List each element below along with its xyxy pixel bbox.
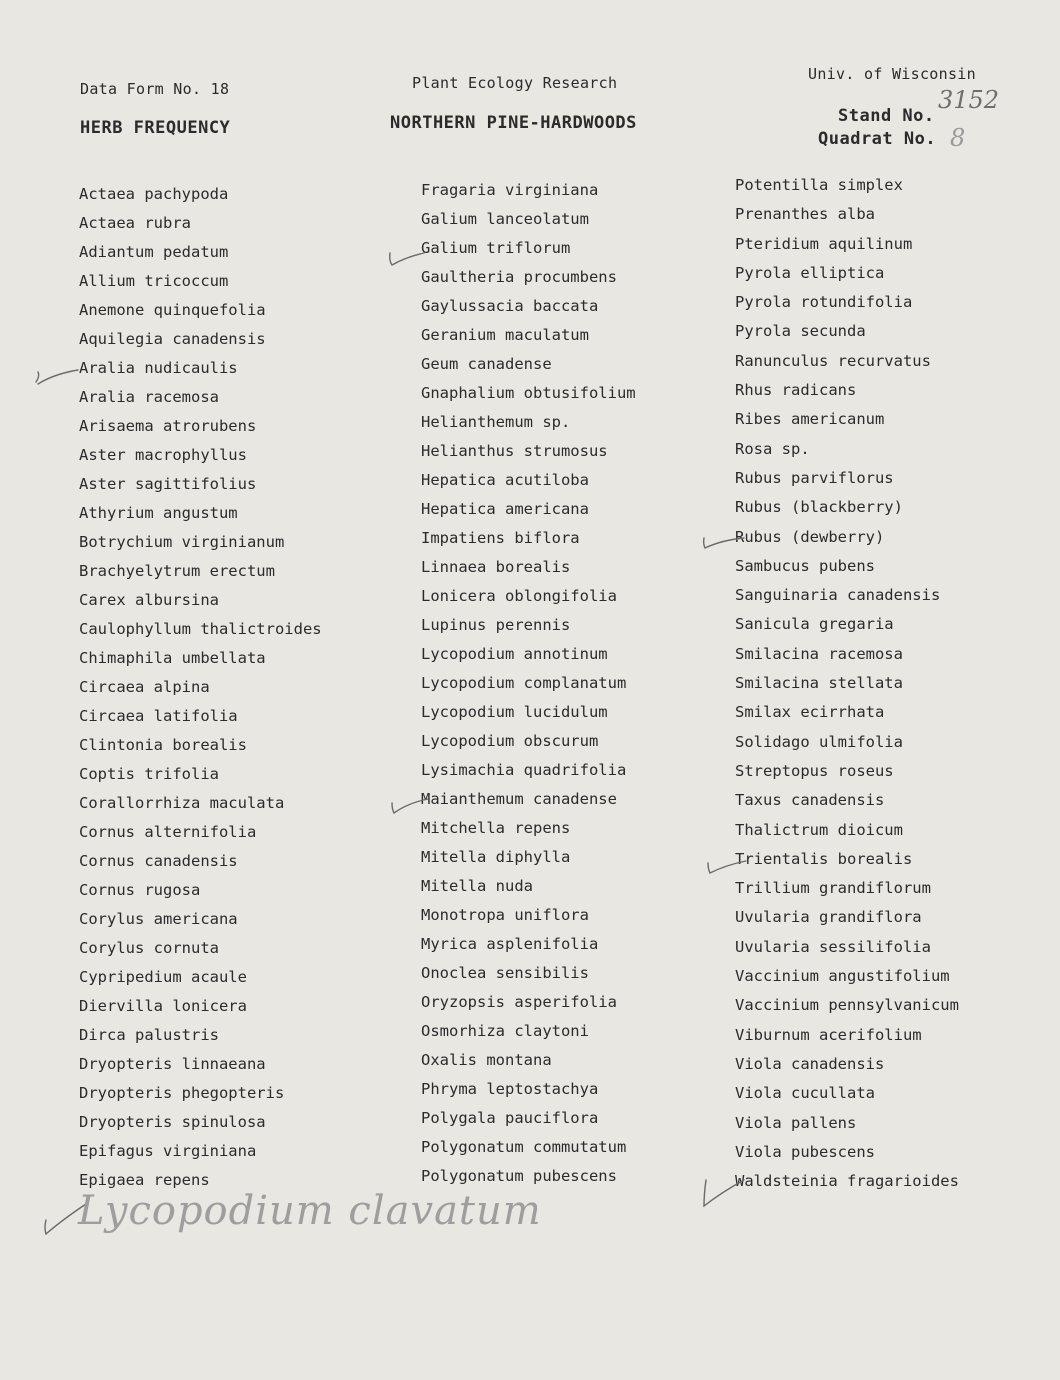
species-item: Galium triflorum (421, 239, 571, 257)
species-item: Lupinus perennis (421, 616, 571, 634)
species-item: Athyrium angustum (79, 504, 238, 522)
quadrat-label: Quadrat No. (818, 129, 937, 149)
species-item: Lycopodium lucidulum (421, 703, 608, 721)
species-item: Linnaea borealis (421, 558, 571, 576)
species-item: Mitella nuda (421, 877, 533, 895)
form-title: HERB FREQUENCY (80, 118, 231, 138)
species-item: Lycopodium obscurum (421, 732, 599, 750)
stand-label: Stand No. (838, 106, 935, 126)
species-item: Lysimachia quadrifolia (421, 761, 627, 779)
species-item: Prenanthes alba (735, 205, 875, 224)
species-item: Oryzopsis asperifolia (421, 993, 617, 1011)
species-item: Ribes americanum (735, 410, 885, 429)
species-item: Polygonatum pubescens (421, 1167, 617, 1185)
species-item: Trillium grandiflorum (735, 879, 931, 898)
species-item: Monotropa uniflora (421, 906, 589, 924)
species-item: Viola pubescens (735, 1142, 875, 1161)
species-item: Viola canadensis (735, 1054, 885, 1073)
form-number: Data Form No. 18 (80, 80, 230, 98)
species-item: Adiantum pedatum (79, 243, 229, 261)
species-item: Lycopodium complanatum (421, 674, 627, 692)
species-item: Fragaria virginiana (421, 181, 599, 199)
species-item: Aster macrophyllus (79, 446, 247, 464)
species-item: Osmorhiza claytoni (421, 1022, 589, 1040)
species-item: Actaea rubra (79, 214, 191, 232)
species-item: Dryopteris phegopteris (79, 1084, 285, 1102)
species-item: Myrica asplenifolia (421, 935, 599, 953)
species-item: Trientalis borealis (735, 849, 913, 868)
species-item: Helianthus strumosus (421, 442, 608, 460)
species-item: Pteridium aquilinum (735, 234, 913, 253)
species-item: Sambucus pubens (735, 556, 875, 575)
species-item: Caulophyllum thalictroides (79, 620, 322, 638)
species-item: Aralia racemosa (79, 388, 219, 406)
community-title: NORTHERN PINE-HARDWOODS (390, 113, 637, 133)
species-item: Sanguinaria canadensis (735, 586, 941, 605)
species-item: Aralia nudicaulis (79, 359, 238, 377)
species-item: Rhus radicans (735, 381, 857, 400)
species-item: Geranium maculatum (421, 326, 589, 344)
species-item: Viola cucullata (735, 1084, 875, 1103)
species-item: Mitchella repens (421, 819, 571, 837)
species-item: Cornus alternifolia (79, 823, 257, 841)
species-item: Clintonia borealis (79, 736, 247, 754)
species-item: Hepatica acutiloba (421, 471, 589, 489)
species-item: Aquilegia canadensis (79, 330, 266, 348)
species-item: Circaea latifolia (79, 707, 238, 725)
species-item: Galium lanceolatum (421, 210, 589, 228)
checkmark-aralia-nudicaulis (34, 364, 82, 386)
checkmark-waldsteinia-fragarioides (700, 1176, 748, 1210)
species-item: Aster sagittifolius (79, 475, 257, 493)
species-item: Gaylussacia baccata (421, 297, 599, 315)
species-item: Mitella diphylla (421, 848, 571, 866)
species-item: Vaccinium pennsylvanicum (735, 996, 959, 1015)
species-item: Lonicera oblongifolia (421, 587, 617, 605)
species-item: Anemone quinquefolia (79, 301, 266, 319)
species-item: Epifagus virginiana (79, 1142, 257, 1160)
species-item: Smilacina racemosa (735, 644, 903, 663)
species-item: Oxalis montana (421, 1051, 552, 1069)
species-item: Uvularia grandiflora (735, 908, 922, 927)
species-item: Impatiens biflora (421, 529, 580, 547)
species-item: Diervilla lonicera (79, 997, 247, 1015)
species-item: Dryopteris linnaeana (79, 1055, 266, 1073)
species-item: Gaultheria procumbens (421, 268, 617, 286)
species-item: Circaea alpina (79, 678, 210, 696)
species-item: Epigaea repens (79, 1171, 210, 1189)
species-item: Smilacina stellata (735, 674, 903, 693)
program-name: Plant Ecology Research (412, 74, 618, 92)
institution-name: Univ. of Wisconsin (808, 65, 976, 83)
species-item: Cypripedium acaule (79, 968, 247, 986)
species-item: Helianthemum sp. (421, 413, 571, 431)
species-item: Corallorrhiza maculata (79, 794, 285, 812)
species-item: Botrychium virginianum (79, 533, 285, 551)
species-item: Dryopteris spinulosa (79, 1113, 266, 1131)
species-item: Carex albursina (79, 591, 219, 609)
species-item: Sanicula gregaria (735, 615, 894, 634)
species-item: Rubus (dewberry) (735, 527, 885, 546)
species-item: Chimaphila umbellata (79, 649, 266, 667)
species-item: Gnaphalium obtusifolium (421, 384, 636, 402)
handwritten-species-addition: Lycopodium clavatum (78, 1188, 542, 1234)
species-item: Hepatica americana (421, 500, 589, 518)
species-item: Pyrola rotundifolia (735, 293, 913, 312)
checkmark-maianthemum-canadense (388, 795, 436, 817)
species-item: Streptopus roseus (735, 761, 894, 780)
species-item: Polygonatum commutatum (421, 1138, 627, 1156)
quadrat-number: 8 (950, 124, 966, 152)
species-item: Rubus (blackberry) (735, 498, 903, 517)
checkmark-trientalis-borealis (704, 855, 752, 877)
species-item: Thalictrum dioicum (735, 820, 903, 839)
species-item: Dirca palustris (79, 1026, 219, 1044)
species-item: Polygala pauciflora (421, 1109, 599, 1127)
species-item: Corylus americana (79, 910, 238, 928)
species-item: Potentilla simplex (735, 176, 903, 194)
species-item: Viola pallens (735, 1113, 857, 1132)
checkmark-galium-triflorum (386, 247, 434, 269)
species-item: Uvularia sessilifolia (735, 937, 931, 956)
species-item: Ranunculus recurvatus (735, 351, 931, 370)
species-item: Cornus rugosa (79, 881, 201, 899)
stand-number: 3152 (938, 86, 1000, 114)
species-item: Rubus parviflorus (735, 468, 894, 487)
species-item: Actaea pachypoda (79, 185, 229, 203)
species-item: Vaccinium angustifolium (735, 967, 950, 986)
species-item: Coptis trifolia (79, 765, 219, 783)
species-item: Cornus canadensis (79, 852, 238, 870)
species-item: Pyrola elliptica (735, 263, 885, 282)
species-column-3 (735, 171, 959, 1196)
species-item: Rosa sp. (735, 439, 810, 458)
species-item: Arisaema atrorubens (79, 417, 257, 435)
species-item: Taxus canadensis (735, 791, 885, 810)
species-item: Pyrola secunda (735, 322, 866, 341)
species-item: Viburnum acerifolium (735, 1025, 922, 1044)
species-column-2 (421, 176, 636, 1191)
species-item: Maianthemum canadense (421, 790, 617, 808)
species-item: Lycopodium annotinum (421, 645, 608, 663)
species-column-1 (79, 180, 322, 1195)
species-item: Solidago ulmifolia (735, 732, 903, 751)
species-item: Smilax ecirrhata (735, 703, 885, 722)
species-item: Phryma leptostachya (421, 1080, 599, 1098)
species-item: Waldsteinia fragarioides (735, 1172, 959, 1191)
species-item: Onoclea sensibilis (421, 964, 589, 982)
species-item: Geum canadense (421, 355, 552, 373)
checkmark-rubus-dewberry (700, 530, 748, 552)
species-item: Corylus cornuta (79, 939, 219, 957)
species-item: Brachyelytrum erectum (79, 562, 275, 580)
species-item: Allium tricoccum (79, 272, 229, 290)
